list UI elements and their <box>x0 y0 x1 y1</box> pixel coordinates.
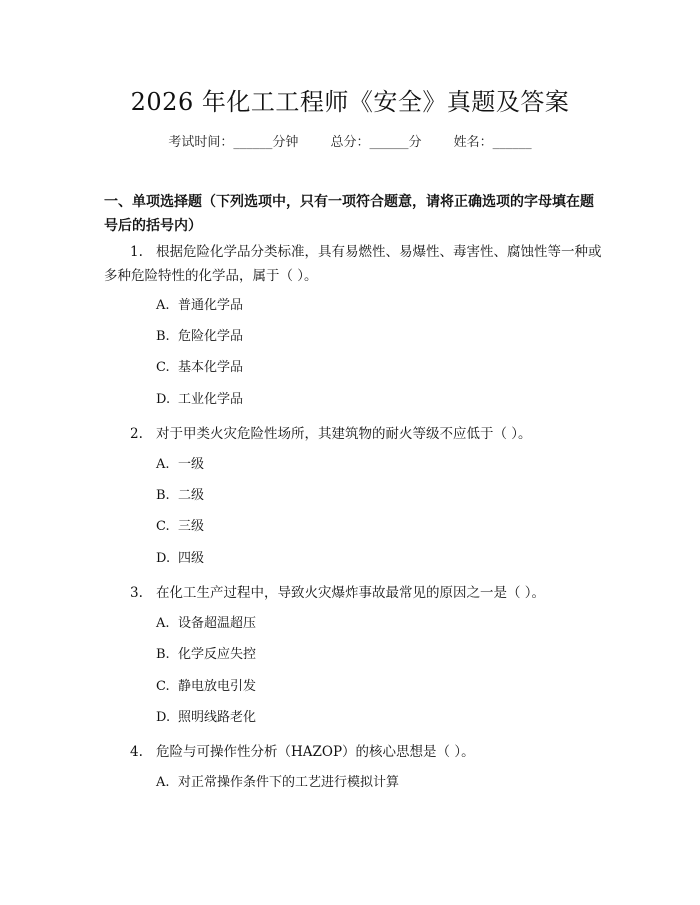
option-text: 危险化学品 <box>178 329 244 344</box>
question-2-option-d <box>156 549 204 569</box>
total-score: 总分：______分 <box>330 135 422 150</box>
document-title: 2026 年化工工程师《安全》真题及答案 <box>130 88 570 116</box>
option-text: 四级 <box>178 551 205 566</box>
question-1-option-b <box>156 327 243 347</box>
option-letter: B. <box>156 329 170 344</box>
question-text: 危险与可操作性分析（HAZOP）的核心思想是（ ）。 <box>156 744 475 760</box>
question-3-option-b <box>156 645 256 665</box>
option-letter: A. <box>156 298 170 313</box>
question-1-option-d <box>156 390 243 410</box>
question-3-option-a <box>156 614 256 634</box>
option-text: 二级 <box>178 488 205 503</box>
option-text: 基本化学品 <box>178 360 244 375</box>
exam-meta <box>0 131 700 150</box>
option-text: 对正常操作条件下的工艺进行模拟计算 <box>178 775 400 790</box>
question-3-option-c <box>156 677 256 697</box>
question-number: 1. <box>130 244 143 260</box>
question-2-option-a <box>156 455 204 475</box>
question-1 <box>104 240 604 288</box>
exam-time: 考试时间：______分钟 <box>168 135 299 150</box>
question-4 <box>104 740 604 764</box>
option-text: 静电放电引发 <box>178 679 257 694</box>
student-name: 姓名：______ <box>453 135 532 150</box>
question-3-option-d <box>156 708 256 728</box>
option-text: 三级 <box>178 519 205 534</box>
option-letter: B. <box>156 647 170 662</box>
question-3 <box>104 581 604 605</box>
question-number: 4. <box>130 744 143 760</box>
option-letter: C. <box>156 679 170 694</box>
section-heading: 一、单项选择题（下列选项中，只有一项符合题意，请将正确选项的字母填在题号后的括号内） <box>104 194 594 234</box>
question-text: 根据危险化学品分类标准，具有易燃性、易爆性、毒害性、腐蚀性等一种或多种危险特性的化学品，属于（ ）。 <box>104 244 602 284</box>
option-text: 普通化学品 <box>178 298 244 313</box>
option-letter: D. <box>156 392 171 407</box>
question-number: 3. <box>130 585 143 601</box>
option-letter: D. <box>156 551 171 566</box>
option-text: 工业化学品 <box>178 392 244 407</box>
question-2 <box>104 422 604 446</box>
option-letter: A. <box>156 775 170 790</box>
option-text: 照明线路老化 <box>178 710 257 725</box>
question-1-option-c <box>156 358 243 378</box>
question-2-option-b <box>156 486 204 506</box>
option-letter: A. <box>156 457 170 472</box>
option-letter: C. <box>156 519 170 534</box>
question-text: 在化工生产过程中，导致火灾爆炸事故最常见的原因之一是（ ）。 <box>156 585 546 601</box>
question-1-option-a <box>156 296 243 316</box>
option-letter: B. <box>156 488 170 503</box>
option-text: 设备超温超压 <box>178 616 257 631</box>
question-number: 2. <box>130 426 143 442</box>
question-text: 对于甲类火灾危险性场所，其建筑物的耐火等级不应低于（ ）。 <box>156 426 532 442</box>
question-4-option-a <box>156 773 399 793</box>
option-letter: C. <box>156 360 170 375</box>
option-text: 一级 <box>178 457 205 472</box>
option-letter: A. <box>156 616 170 631</box>
option-letter: D. <box>156 710 171 725</box>
option-text: 化学反应失控 <box>178 647 257 662</box>
question-2-option-c <box>156 517 204 537</box>
